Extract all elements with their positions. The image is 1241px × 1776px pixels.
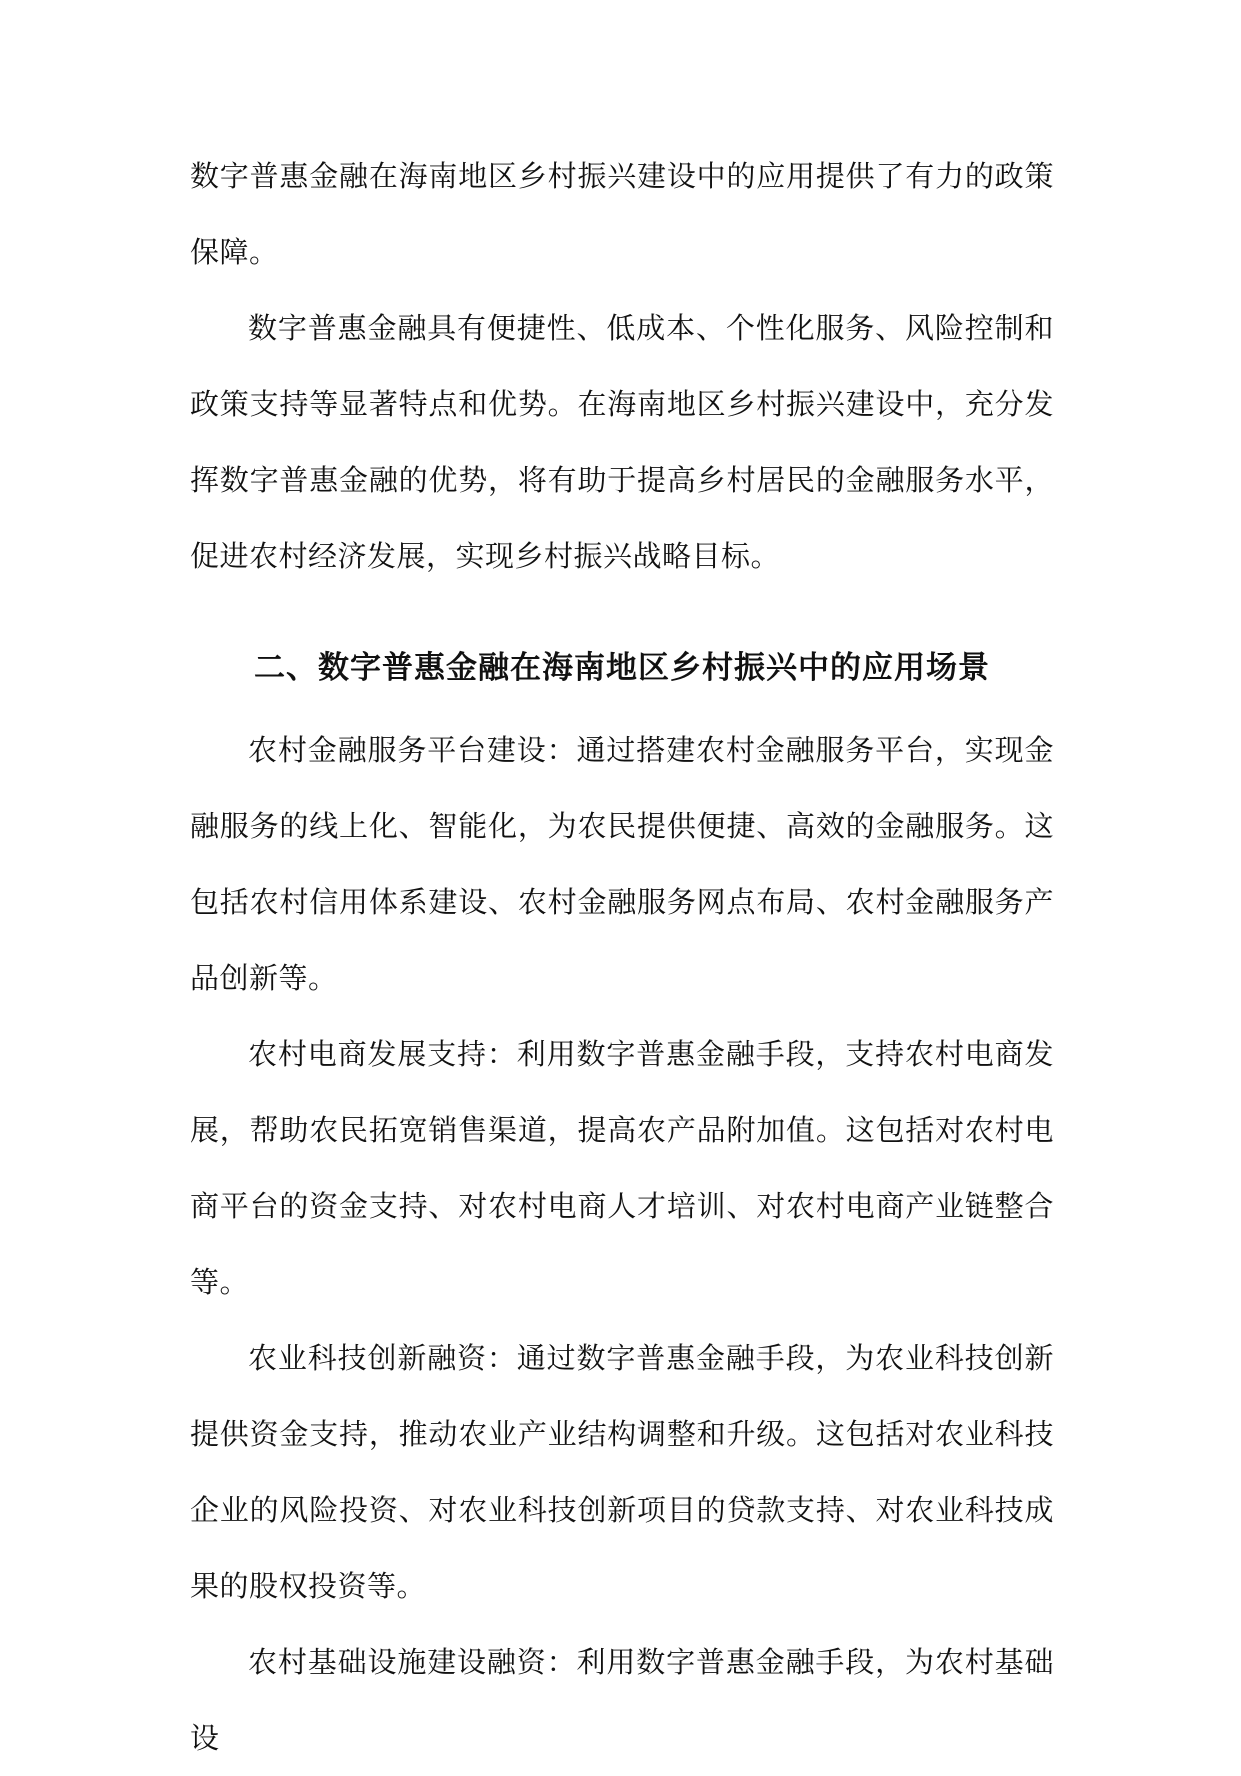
section-heading: 二、数字普惠金融在海南地区乡村振兴中的应用场景 [254,650,990,686]
paragraph-features: 数字普惠金融具有便捷性、低成本、个性化服务、风险控制和政策支持等显著特点和优势。在海南地区乡村振兴建设中，充分发挥数字普惠金融的优势，将有助于提高乡村居民的金融服务水平，促进农村经济发展，实现乡村振兴战略目标。 [190,311,1054,573]
paragraph-continuation: 数字普惠金融在海南地区乡村振兴建设中的应用提供了有力的政策保障。 [190,159,1054,269]
paragraph-agritech: 农业科技创新融资：通过数字普惠金融手段，为农业科技创新提供资金支持，推动农业产业结构调整和升级。这包括对农业科技企业的风险投资、对农业科技创新项目的贷款支持、对农业科技成果的股权投资等。 [190,1341,1054,1603]
paragraph-ecommerce: 农村电商发展支持：利用数字普惠金融手段，支持农村电商发展，帮助农民拓宽销售渠道，提高农产品附加值。这包括对农村电商平台的资金支持、对农村电商人才培训、对农村电商产业链整合等。 [190,1037,1054,1299]
paragraph-infrastructure: 农村基础设施建设融资：利用数字普惠金融手段，为农村基础设 [190,1645,1054,1755]
paragraph-platform: 农村金融服务平台建设：通过搭建农村金融服务平台，实现金融服务的线上化、智能化，为农民提供便捷、高效的金融服务。这包括农村信用体系建设、农村金融服务网点布局、农村金融服务产品创新等。 [190,733,1054,995]
document-body [190,138,1054,1776]
